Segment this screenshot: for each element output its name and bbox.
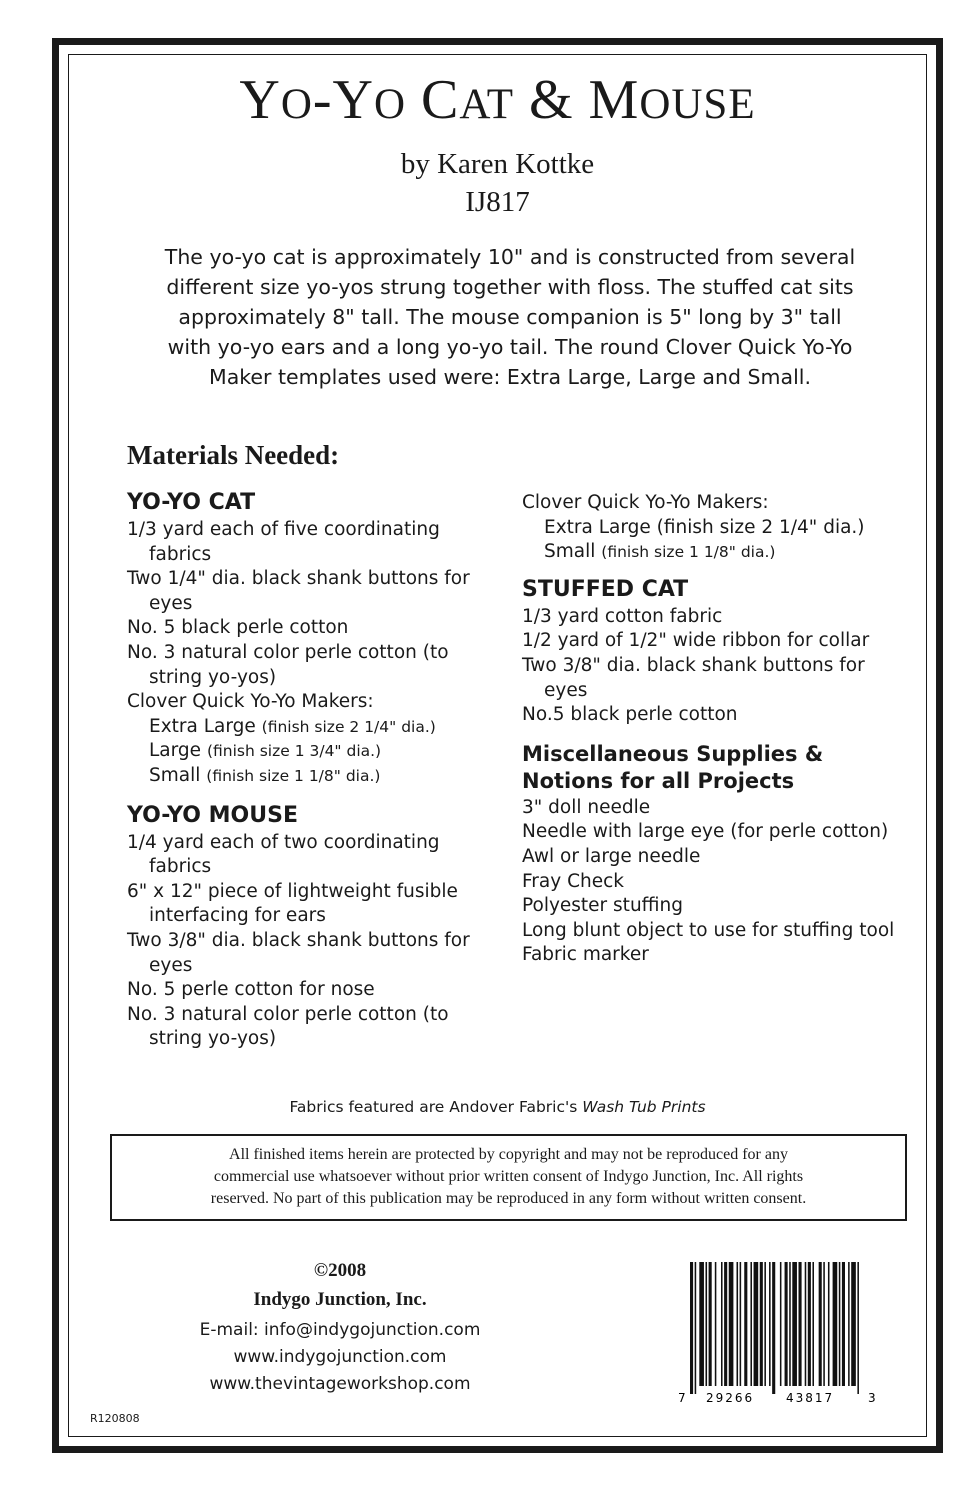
list-item: Fray Check — [522, 870, 624, 892]
barcode-bar — [785, 1262, 788, 1386]
list-item: 1/2 yard of 1/2" wide ribbon for collar — [522, 630, 870, 652]
barcode-bars — [690, 1262, 859, 1394]
barcode-bar — [823, 1262, 825, 1386]
barcode-bar — [690, 1262, 693, 1394]
maker-item: Large (finish size 1 3/4" dia.) — [149, 740, 382, 762]
barcode-bar — [799, 1262, 802, 1386]
fabrics-note: Fabrics featured are Andover Fabric's Wash Tub Prints — [289, 1098, 706, 1116]
barcode-bar — [709, 1262, 712, 1386]
right-column — [522, 491, 902, 968]
makers-label: Clover Quick Yo-Yo Makers: — [522, 492, 769, 513]
barcode-lead-digit: 7 — [678, 1391, 686, 1405]
barcode-bar — [808, 1262, 811, 1386]
copyright-year: ©2008 — [313, 1260, 367, 1281]
intro-paragraph: The yo-yo cat is approximately 10" and is constructed from several different size yo-yos strung together with floss. The stuffed cat sits approximately 8" tall. The mouse companion is 5" long by 3" tall with yo-yo ears and a long yo-yo tail. The round Clover Quick Yo-Yo Maker templates used were: Extra Large, Large and Small. — [164, 245, 856, 389]
list-item: 1/4 yard each of two coordinating fabrics — [127, 831, 440, 878]
list-item: Long blunt object to use for stuffing tool — [522, 919, 895, 941]
barcode-bar — [737, 1262, 739, 1386]
list-item: Awl or large needle — [522, 845, 701, 867]
materials-heading: Materials Needed: — [127, 440, 340, 470]
list-item: Clover Quick Yo-Yo Makers: — [127, 691, 374, 713]
list-item: No.5 black perle cotton — [522, 704, 738, 726]
list-item: No. 5 black perle cotton — [127, 617, 349, 639]
company-name: Indygo Junction, Inc. — [253, 1289, 427, 1310]
barcode-check-digit: 3 — [868, 1391, 876, 1405]
maker-item: Small (finish size 1 1/8" dia.) — [149, 764, 381, 786]
list-item: No. 5 perle cotton for nose — [127, 979, 375, 1001]
barcode-bar — [764, 1262, 766, 1386]
stuffed-cat-heading: STUFFED CAT — [522, 576, 689, 602]
barcode-bar — [780, 1262, 782, 1386]
barcode-bar — [729, 1262, 734, 1386]
barcode — [676, 1262, 876, 1407]
barcode-bar — [842, 1262, 845, 1386]
barcode-bar — [754, 1262, 759, 1386]
barcode-bar — [819, 1262, 822, 1386]
barcode-bar — [706, 1262, 708, 1386]
barcode-bar — [848, 1262, 850, 1386]
website-link: www.indygojunction.com — [233, 1347, 447, 1367]
maker-item: Extra Large (finish size 2 1/4" dia.) — [544, 516, 865, 538]
copyright-notice: All finished items herein are protected by copyright and may not be reproduced for any commercial use whatsoever without prior written consent of Indygo Junction, Inc. All rights reserved. No part of this publication may be reproduced in any form without written consent. — [110, 1134, 907, 1221]
print-code: R120808 — [90, 1412, 140, 1425]
website-link-vintage: www.thevintageworkshop.com — [209, 1374, 471, 1394]
barcode-bar — [805, 1262, 807, 1386]
list-item: No. 3 natural color perle cotton (to string yo-yos) — [127, 641, 449, 688]
list-item: No. 3 natural color perle cotton (to string yo-yos) — [127, 1003, 449, 1050]
left-column — [127, 490, 497, 1052]
barcode-bar — [715, 1262, 717, 1386]
barcode-bar — [724, 1262, 727, 1386]
list-item: Two 3/8" dia. black shank buttons for eyes — [127, 929, 470, 976]
page-title: YO-YO CAT & MOUSE — [239, 69, 756, 131]
barcode-bar — [828, 1262, 830, 1386]
list-item: Two 3/8" dia. black shank buttons for eyes — [522, 654, 865, 701]
list-item: 3" doll needle — [522, 796, 651, 818]
maker-item: Small (finish size 1 1/8" dia.) — [544, 541, 776, 563]
barcode-right-digits: 43817 — [786, 1391, 835, 1405]
email-text: E-mail: info@indygojunction.com — [199, 1320, 481, 1340]
barcode-bar — [750, 1262, 752, 1386]
barcode-bar — [721, 1262, 723, 1386]
barcode-bar — [772, 1262, 775, 1394]
list-item: Fabric marker — [522, 944, 649, 966]
barcode-bar — [740, 1262, 742, 1386]
barcode-bar — [851, 1262, 856, 1386]
barcode-bar — [839, 1262, 841, 1386]
barcode-bar — [769, 1262, 771, 1386]
pattern-code: IJ817 — [465, 186, 530, 218]
yoyo-cat-heading: YO-YO CAT — [127, 490, 256, 515]
list-item: Needle with large eye (for perle cotton) — [522, 821, 889, 843]
barcode-bar — [789, 1262, 791, 1386]
byline: by Karen Kottke — [400, 148, 595, 180]
list-item: Polyester stuffing — [522, 895, 684, 917]
barcode-bar — [812, 1262, 814, 1386]
list-item: 6" x 12" piece of lightweight fusible interfacing for ears — [127, 880, 458, 927]
list-item: 1/3 yard each of five coordinating fabrics — [127, 519, 440, 565]
barcode-bar — [833, 1262, 838, 1386]
barcode-bar — [760, 1262, 763, 1386]
maker-item: Extra Large (finish size 2 1/4" dia.) — [149, 715, 436, 737]
barcode-bar — [744, 1262, 747, 1386]
barcode-bar — [857, 1262, 859, 1394]
barcode-bar — [792, 1262, 797, 1386]
barcode-bar — [699, 1262, 704, 1386]
list-item: Two 1/4" dia. black shank buttons for eyes — [127, 568, 470, 614]
barcode-left-digits: 29266 — [706, 1391, 755, 1405]
misc-heading-line2: Notions for all Projects — [522, 768, 795, 793]
barcode-bar — [695, 1262, 697, 1394]
list-item: 1/3 yard cotton fabric — [522, 605, 723, 627]
yoyo-mouse-heading: YO-YO MOUSE — [127, 802, 298, 828]
misc-heading-line1: Miscellaneous Supplies & — [522, 741, 824, 766]
